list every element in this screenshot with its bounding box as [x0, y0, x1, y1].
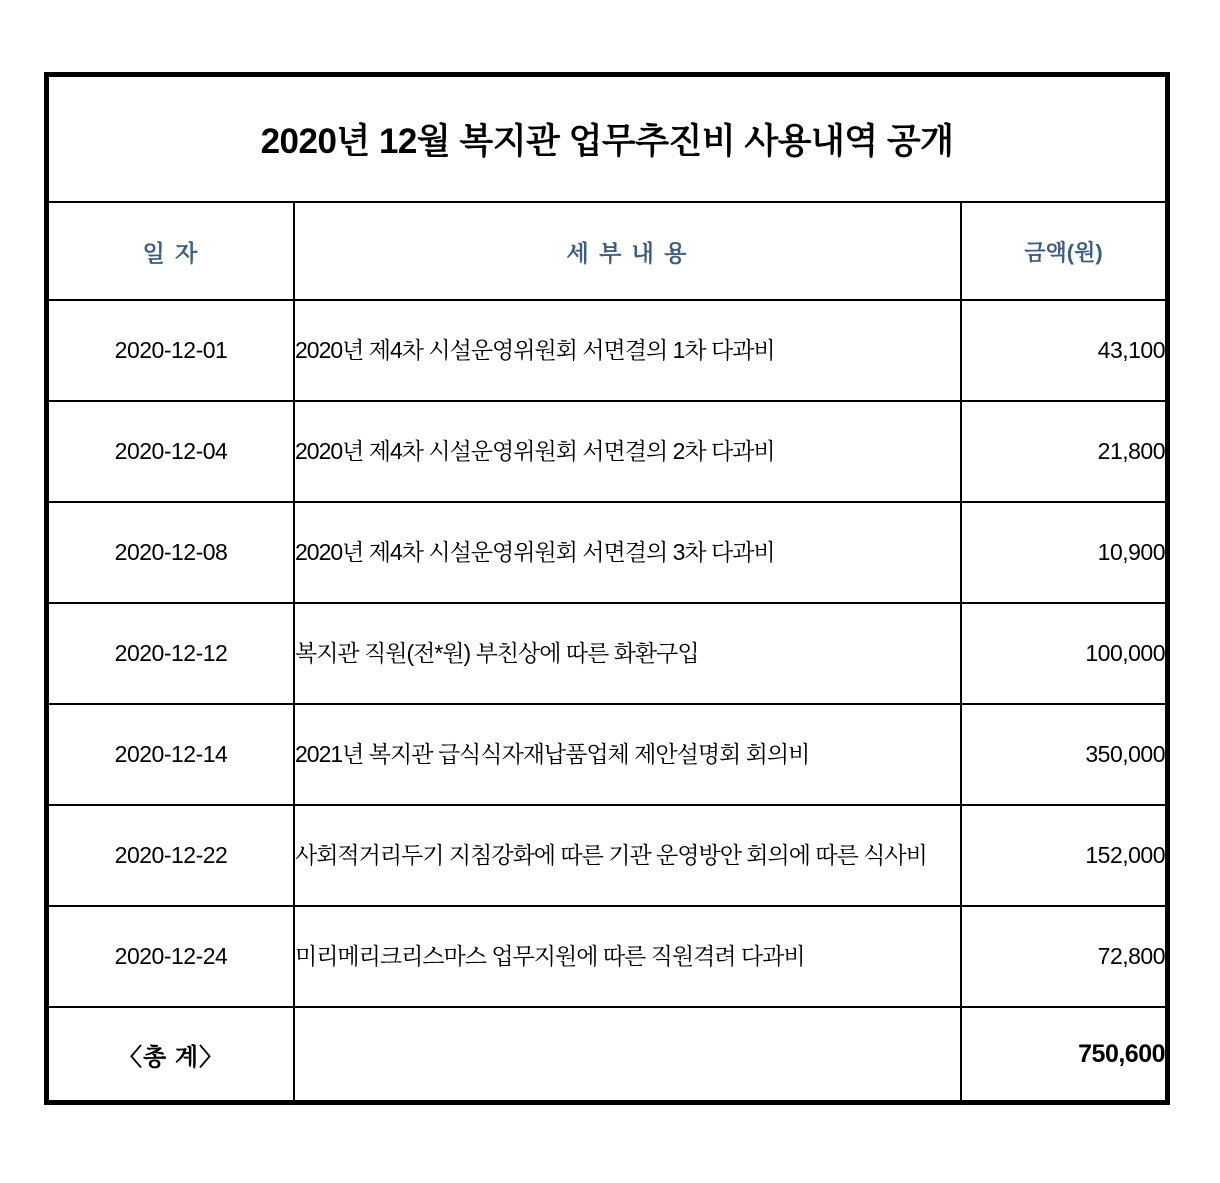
table-header-row — [49, 202, 1165, 300]
total-label: 〈총 계〉 — [49, 1007, 294, 1100]
column-header-detail: 세 부 내 용 — [294, 202, 961, 300]
expense-table-container — [44, 72, 1170, 1105]
row-detail: 2020년 제4차 시설운영위원회 서면결의 2차 다과비 — [294, 401, 961, 502]
row-amount: 72,800 — [961, 906, 1165, 1007]
table-row — [49, 502, 1165, 603]
row-date: 2020-12-12 — [49, 603, 294, 704]
row-amount: 350,000 — [961, 704, 1165, 805]
total-detail — [294, 1007, 961, 1100]
row-date: 2020-12-24 — [49, 906, 294, 1007]
total-row — [49, 1007, 1165, 1100]
title-row — [49, 77, 1165, 202]
total-amount: 750,600 — [961, 1007, 1165, 1100]
page-title: 2020년 12월 복지관 업무추진비 사용내역 공개 — [49, 77, 1165, 202]
table-row — [49, 603, 1165, 704]
row-date: 2020-12-04 — [49, 401, 294, 502]
row-amount: 21,800 — [961, 401, 1165, 502]
row-amount: 43,100 — [961, 300, 1165, 401]
row-detail: 미리메리크리스마스 업무지원에 따른 직원격려 다과비 — [294, 906, 961, 1007]
row-amount: 100,000 — [961, 603, 1165, 704]
row-detail: 2021년 복지관 급식식자재납품업체 제안설명회 회의비 — [294, 704, 961, 805]
row-detail: 2020년 제4차 시설운영위원회 서면결의 1차 다과비 — [294, 300, 961, 401]
table-row — [49, 300, 1165, 401]
row-detail: 사회적거리두기 지침강화에 따른 기관 운영방안 회의에 따른 식사비 — [294, 805, 961, 906]
row-date: 2020-12-08 — [49, 502, 294, 603]
table-row — [49, 401, 1165, 502]
row-date: 2020-12-01 — [49, 300, 294, 401]
table-row — [49, 805, 1165, 906]
row-date: 2020-12-22 — [49, 805, 294, 906]
column-header-amount: 금액(원) — [961, 202, 1165, 300]
row-detail: 2020년 제4차 시설운영위원회 서면결의 3차 다과비 — [294, 502, 961, 603]
table-row — [49, 704, 1165, 805]
table-row — [49, 906, 1165, 1007]
row-date: 2020-12-14 — [49, 704, 294, 805]
row-amount: 10,900 — [961, 502, 1165, 603]
expense-table — [49, 77, 1165, 1100]
row-detail: 복지관 직원(전*원) 부친상에 따른 화환구입 — [294, 603, 961, 704]
column-header-date: 일 자 — [49, 202, 294, 300]
row-amount: 152,000 — [961, 805, 1165, 906]
